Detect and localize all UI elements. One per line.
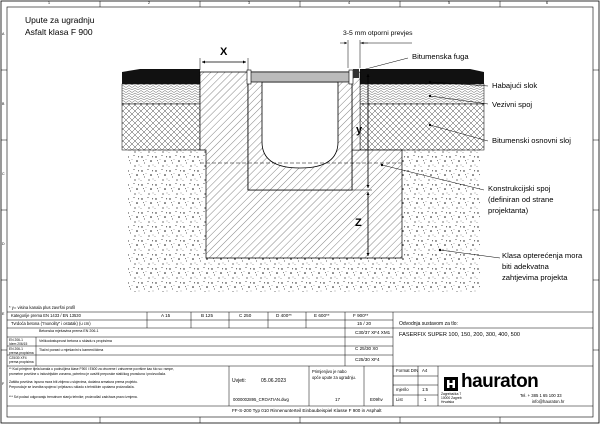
binder-course-left xyxy=(122,84,200,104)
border-number: 4 xyxy=(348,1,350,5)
note-line: ** Kod primjene tijela kanala u područjima klase F900 i E600 za otvorene i zatvorene površine kao što su: rampe, xyxy=(9,367,174,371)
callout-binder-course: Vezivni spoj xyxy=(492,100,533,109)
drawing-number: 0000002895_CROATIAN.dwg xyxy=(233,397,289,402)
class-f900: F 900** xyxy=(353,313,369,318)
border-number: 1 xyxy=(48,1,50,5)
callout-gap: 3-5 mm otporni prevjes xyxy=(343,30,413,37)
format-value: A4 xyxy=(422,368,428,373)
border-letter: D xyxy=(2,242,5,246)
scale-value: 1:5 xyxy=(422,387,428,392)
side-label: prema propisima xyxy=(9,351,34,355)
note-line: *** Svi podaci odgovaraju trenutnom stanju tehnike; proizvođač zadržava pravo izmjena. xyxy=(9,395,138,399)
border-letter: C xyxy=(2,172,5,176)
note-line: Zaštita površina: ispuna mora biti zbijena u slojevima, dodatna armatura prema projektu. xyxy=(9,380,138,384)
drawing-title: Upute za ugradnju xyxy=(25,15,95,25)
border-number: 2 xyxy=(148,1,150,5)
class-b125: B 125 xyxy=(201,313,214,318)
callout-construction-joint: Konstrukcijski spoj xyxy=(488,184,551,193)
side-label: prema propisima xyxy=(9,360,34,364)
conditions-label: Uvjeti: xyxy=(232,378,246,384)
sheet-label: List xyxy=(396,397,403,402)
company-address: Hrvatska xyxy=(441,400,455,404)
sheet-value: 1 xyxy=(424,397,427,402)
class-a15: A 15 xyxy=(161,313,171,318)
concrete-code: C30/37 XF4 XM1 xyxy=(355,330,391,335)
dimension-x-label: X xyxy=(220,46,228,58)
status-code: E09hv xyxy=(370,397,383,402)
note-line: prometne površine u industrijskim zonama, potrebno je uvažiti preporuke statičkog proračuna i proizvođača. xyxy=(9,372,167,376)
callout-base-course: Bitumenski osnovni sloj xyxy=(492,136,571,145)
border-number: 6 xyxy=(546,1,548,5)
company-phone: Tel. + 385 1 65 100 33 xyxy=(520,393,562,398)
footnote: * y= visina kanala plus završni profil xyxy=(9,305,76,310)
edge-frame-left xyxy=(247,70,251,84)
border-letter: E xyxy=(2,312,5,316)
wearing-course-left xyxy=(122,72,200,84)
border-letter: A xyxy=(2,32,5,36)
thickness-value: 15 / 20 xyxy=(357,321,372,326)
scale-label: mjerilo xyxy=(396,387,409,392)
class-d400: D 400** xyxy=(276,313,292,318)
hauraton-logo-mark xyxy=(444,377,458,391)
table-row-text: Betonska mješavina prema EN 206-1 xyxy=(39,329,99,333)
concrete-code: C25/30 XF4 xyxy=(355,357,380,362)
remark-line: opće upute za ugradnju. xyxy=(312,375,356,380)
class-e600: E 600** xyxy=(314,313,330,318)
drawing-subtitle: Asfalt klasa F 900 xyxy=(25,27,93,37)
side-label: EN 206-1 xyxy=(9,338,23,342)
installation-section xyxy=(122,40,500,292)
footer-line: FF-S-200 Typ 010 Rinnenunterteil Einbaubeispiel Klasse F 900 in Asphalt xyxy=(232,408,382,413)
callout-construction-joint: projektanta) xyxy=(488,206,529,215)
wearing-course-right xyxy=(360,72,484,84)
side-label: Idem 206/15 xyxy=(9,342,28,346)
callout-load-class: biti adekvatna xyxy=(502,262,549,271)
border-letter: F xyxy=(2,382,5,386)
base-course-left xyxy=(122,104,200,150)
concrete-code: C 25/30 X0 xyxy=(355,346,378,351)
table-row-text: Velikodostupnost betona u skladu s propisima xyxy=(39,339,112,343)
table-row-label: Tvrdoća betona ("monolity" i ostatak) (u cm) xyxy=(11,321,91,326)
table-row-label: Kategorije prema EN 1433 / EN 13530 xyxy=(11,313,81,318)
dimension-z-label: Z xyxy=(355,217,362,229)
drawing-date: 05.06.2023 xyxy=(261,378,287,384)
callout-load-class: zahtjevima projekta xyxy=(502,273,568,282)
callout-load-class: Klasa opterećenja mora xyxy=(502,251,583,260)
callout-bitumen-joint: Bitumenska fuga xyxy=(412,52,469,61)
grating xyxy=(250,72,350,82)
drainage-products: FASERFIX SUPER 100, 150, 200, 300, 400, 500 xyxy=(399,332,520,338)
side-label: EN 206-1 xyxy=(9,347,23,351)
border-number: 3 xyxy=(248,1,250,5)
format-label: Format DIN xyxy=(396,368,419,373)
base-course-right xyxy=(360,104,484,150)
table-row-text: Tlačni porast u mješavini s kamenčićima xyxy=(39,348,104,352)
class-c250: C 250 xyxy=(239,313,252,318)
edge-frame-right xyxy=(349,70,353,84)
drainage-title: Odvodnja sustavom za tlo: xyxy=(399,321,458,327)
channel-inner xyxy=(262,82,338,168)
company-address: 10000 Zagreb xyxy=(441,396,462,400)
bitumen-joint xyxy=(353,69,359,78)
dimension-y-label: y xyxy=(356,124,363,136)
side-label: C25/30 XF4 xyxy=(9,356,27,360)
border-number: 5 xyxy=(448,1,450,5)
border-letter: B xyxy=(2,102,5,106)
note-line: Preporučuje se izvedba spojeva i prijelaza u skladu s tehničkim uputama proizvođača. xyxy=(9,385,135,389)
callout-construction-joint: (definiran od strane xyxy=(488,195,554,204)
revision-number: 17 xyxy=(335,397,341,402)
company-email: info@hauraton.hr xyxy=(532,399,565,404)
callout-wearing-course: Habajući slok xyxy=(492,81,538,90)
remark-line: Primjenjivo je nabo xyxy=(312,369,347,374)
company-address: Zagrebačka 7 xyxy=(441,392,462,396)
company-logo-text: hauraton xyxy=(461,371,539,392)
